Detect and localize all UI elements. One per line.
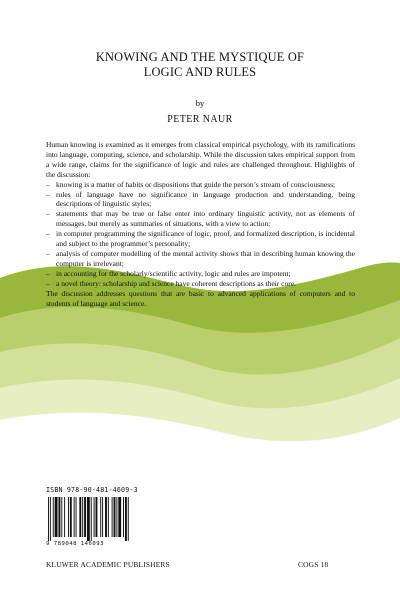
barcode-bar bbox=[87, 497, 90, 541]
dash-bullet: – bbox=[46, 268, 50, 278]
barcode-bar bbox=[68, 497, 69, 537]
barcode-icon bbox=[46, 497, 150, 541]
list-item bbox=[46, 180, 355, 190]
series-number: COGS 18 bbox=[298, 560, 329, 569]
blurb bbox=[46, 140, 355, 308]
barcode-bar bbox=[82, 497, 83, 537]
list-item bbox=[46, 249, 355, 269]
barcode-bar bbox=[114, 497, 116, 537]
isbn-number: ISBN 978-90-481-4609-3 bbox=[46, 486, 138, 494]
author-name: PETER NAUR bbox=[167, 114, 233, 125]
list-item bbox=[46, 279, 355, 289]
blurb-closing: The discussion addresses questions that are basic to advanced applications of computers and to students of language and science. bbox=[46, 288, 355, 308]
barcode-bar bbox=[128, 497, 129, 541]
title-line-1: KNOWING AND THE MYSTIQUE OF bbox=[95, 50, 305, 64]
barcode-bar bbox=[94, 497, 95, 537]
barcode-bar bbox=[64, 497, 65, 537]
barcode-bar bbox=[74, 497, 75, 537]
blurb-intro: Human knowing is examined as it emerges from classical empirical psychology, with its ramifications into language, computing, science, and scholarship. While the discussion takes empirical support from a wide range, claims for the significance of logic and rules are challenged throughout. Highlights of the discussion: bbox=[46, 140, 355, 179]
barcode-bar bbox=[125, 497, 127, 541]
barcode-bar bbox=[108, 497, 109, 537]
list-item bbox=[46, 229, 355, 249]
barcode-bar bbox=[48, 497, 49, 541]
dash-bullet: – bbox=[46, 248, 50, 258]
barcode-bar bbox=[105, 497, 107, 537]
by-label: by bbox=[195, 98, 205, 108]
barcode-bar bbox=[58, 497, 60, 537]
highlight-text: analysis of computer modelling of the mental activity shows that in describing human knowing the computer is irrelevant; bbox=[56, 248, 355, 268]
barcode-block bbox=[46, 486, 166, 547]
barcode-bar bbox=[76, 497, 77, 537]
list-item bbox=[46, 269, 355, 279]
barcode-bar bbox=[118, 497, 121, 537]
barcode-bar bbox=[53, 497, 54, 537]
list-item bbox=[46, 209, 355, 229]
highlight-text: rules of language have no significance in language production and understanding, being descriptions of linguistic styles; bbox=[56, 189, 355, 209]
barcode-bar bbox=[70, 497, 72, 537]
barcode-bar bbox=[84, 497, 86, 537]
barcode-bar bbox=[116, 497, 117, 537]
highlights-list bbox=[46, 180, 355, 289]
barcode-bar bbox=[91, 497, 92, 541]
barcode-bar bbox=[50, 497, 51, 541]
dash-bullet: – bbox=[46, 189, 50, 199]
barcode-bar bbox=[102, 497, 103, 537]
barcode-bar bbox=[61, 497, 62, 537]
highlight-text: a novel theory: scholarship and science have coherent descriptions as their core. bbox=[56, 278, 296, 288]
barcode-bar bbox=[55, 497, 58, 537]
barcode-bar bbox=[79, 497, 81, 537]
barcode-bar bbox=[112, 497, 113, 537]
highlight-text: knowing is a matter of habits or dispositions that guide the person’s stream of consciousness; bbox=[56, 179, 336, 189]
highlight-text: statements that may be true or false enter into ordinary linguistic activity, not as elements of messages, but merely as summaries of situations, with a view to action; bbox=[56, 209, 355, 229]
barcode-digits: 9 789048 146093 bbox=[46, 541, 105, 547]
highlight-text: in accounting for the scholarly/scientific activity, logic and rules are impotent; bbox=[56, 268, 291, 278]
dash-bullet: – bbox=[46, 278, 50, 288]
list-item bbox=[46, 190, 355, 210]
highlight-text: in computer programming the significance of logic, proof, and formalized description, is incidental and subject to the programmer’s personality; bbox=[56, 229, 355, 249]
publisher-name: KLUWER ACADEMIC PUBLISHERS bbox=[46, 560, 170, 569]
barcode-bar bbox=[96, 497, 98, 537]
barcode-bar bbox=[123, 497, 124, 537]
dash-bullet: – bbox=[46, 229, 50, 239]
dash-bullet: – bbox=[46, 209, 50, 219]
book-title bbox=[0, 50, 400, 80]
title-line-2: LOGIC AND RULES bbox=[143, 65, 257, 79]
dash-bullet: – bbox=[46, 179, 50, 189]
barcode-bar bbox=[100, 497, 101, 537]
